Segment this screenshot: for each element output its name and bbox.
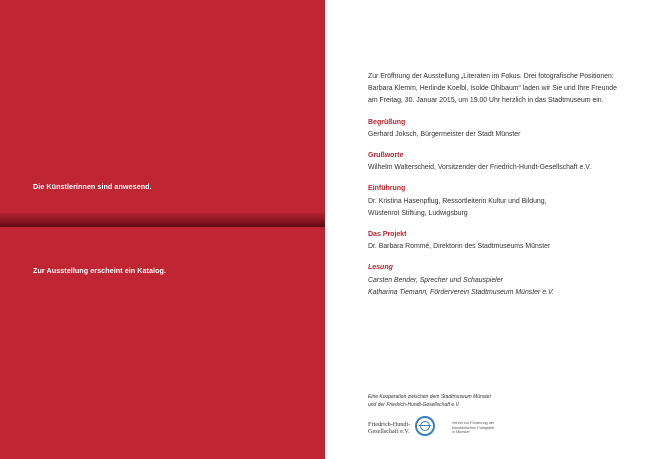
section-einfuehrung [368,183,638,220]
intro-line: am Freitag, 30. Januar 2015, um 19.00 Uhr herzlich in das Stadtmuseum ein. [368,97,604,105]
section-lesung [368,262,638,299]
section-line: Dr. Barbara Rommé, Direktorin des Stadtmuseums Münster [368,243,551,251]
section-line: Katharina Tiemann, Förderverein Stadtmuseum Münster e.V. [368,288,554,296]
intro-line: Barbara Klemm, Herlinde Koelbl, Isolde Ohlbaum“ laden wir Sie und Ihre Freunde [368,85,617,93]
logo-text: künstlerischen Fotografie [452,425,495,430]
cooperation-line: und der Friedrich-Hundt-Gesellschaft e.V. [368,401,460,408]
section-line: Carsten Bender, Sprecher und Schauspieler [368,276,503,284]
logo-text: in Münster [452,430,470,435]
cooperation-note [368,394,568,409]
fold-shadow [0,213,325,227]
section-line: Dr. Kristina Hasenpflug, Ressortleiterin Kultur und Bildung, [368,197,547,205]
artists-present-note: Die Künstlerinnen sind anwesend. [33,182,152,191]
section-line: Gerhard Joksch, Bürgermeister der Stadt Münster [368,130,521,138]
logo-text: Gesellschaft e.V. [368,428,410,436]
catalog-note: Zur Ausstellung erscheint ein Katalog. [33,266,167,275]
foerderverein-logo-text [452,421,494,435]
logo-text: Friedrich-Hundt- [368,421,411,428]
circle-logo-icon [415,416,435,436]
section-begruessung [368,117,638,141]
section-heading: Begrüßung [368,118,406,126]
section-heading: Grußworte [368,152,404,160]
friedrich-hundt-logo [368,421,410,436]
section-line: Wilhelm Walterscheid, Vorsitzender der Friedrich-Hundt-Gesellschaft e.V. [368,164,592,172]
cooperation-line: Eine Kooperation zwischen dem Stadtmuseum Münster [368,394,492,400]
intro-line: Zur Eröffnung der Ausstellung „Literaten im Fokus. Drei fotografische Positionen: [368,73,614,80]
section-heading: Lesung [368,264,393,272]
section-line: Wüstenrot Stiftung, Ludwigsburg [368,209,468,217]
section-grussworte [368,150,638,174]
intro-paragraph [368,71,638,108]
logo-row [368,416,638,446]
invitation-text [368,71,638,308]
section-heading: Das Projekt [368,231,407,239]
section-heading: Einführung [368,185,406,193]
section-projekt [368,229,638,253]
logo-text: Verein zur Förderung der [452,421,495,425]
